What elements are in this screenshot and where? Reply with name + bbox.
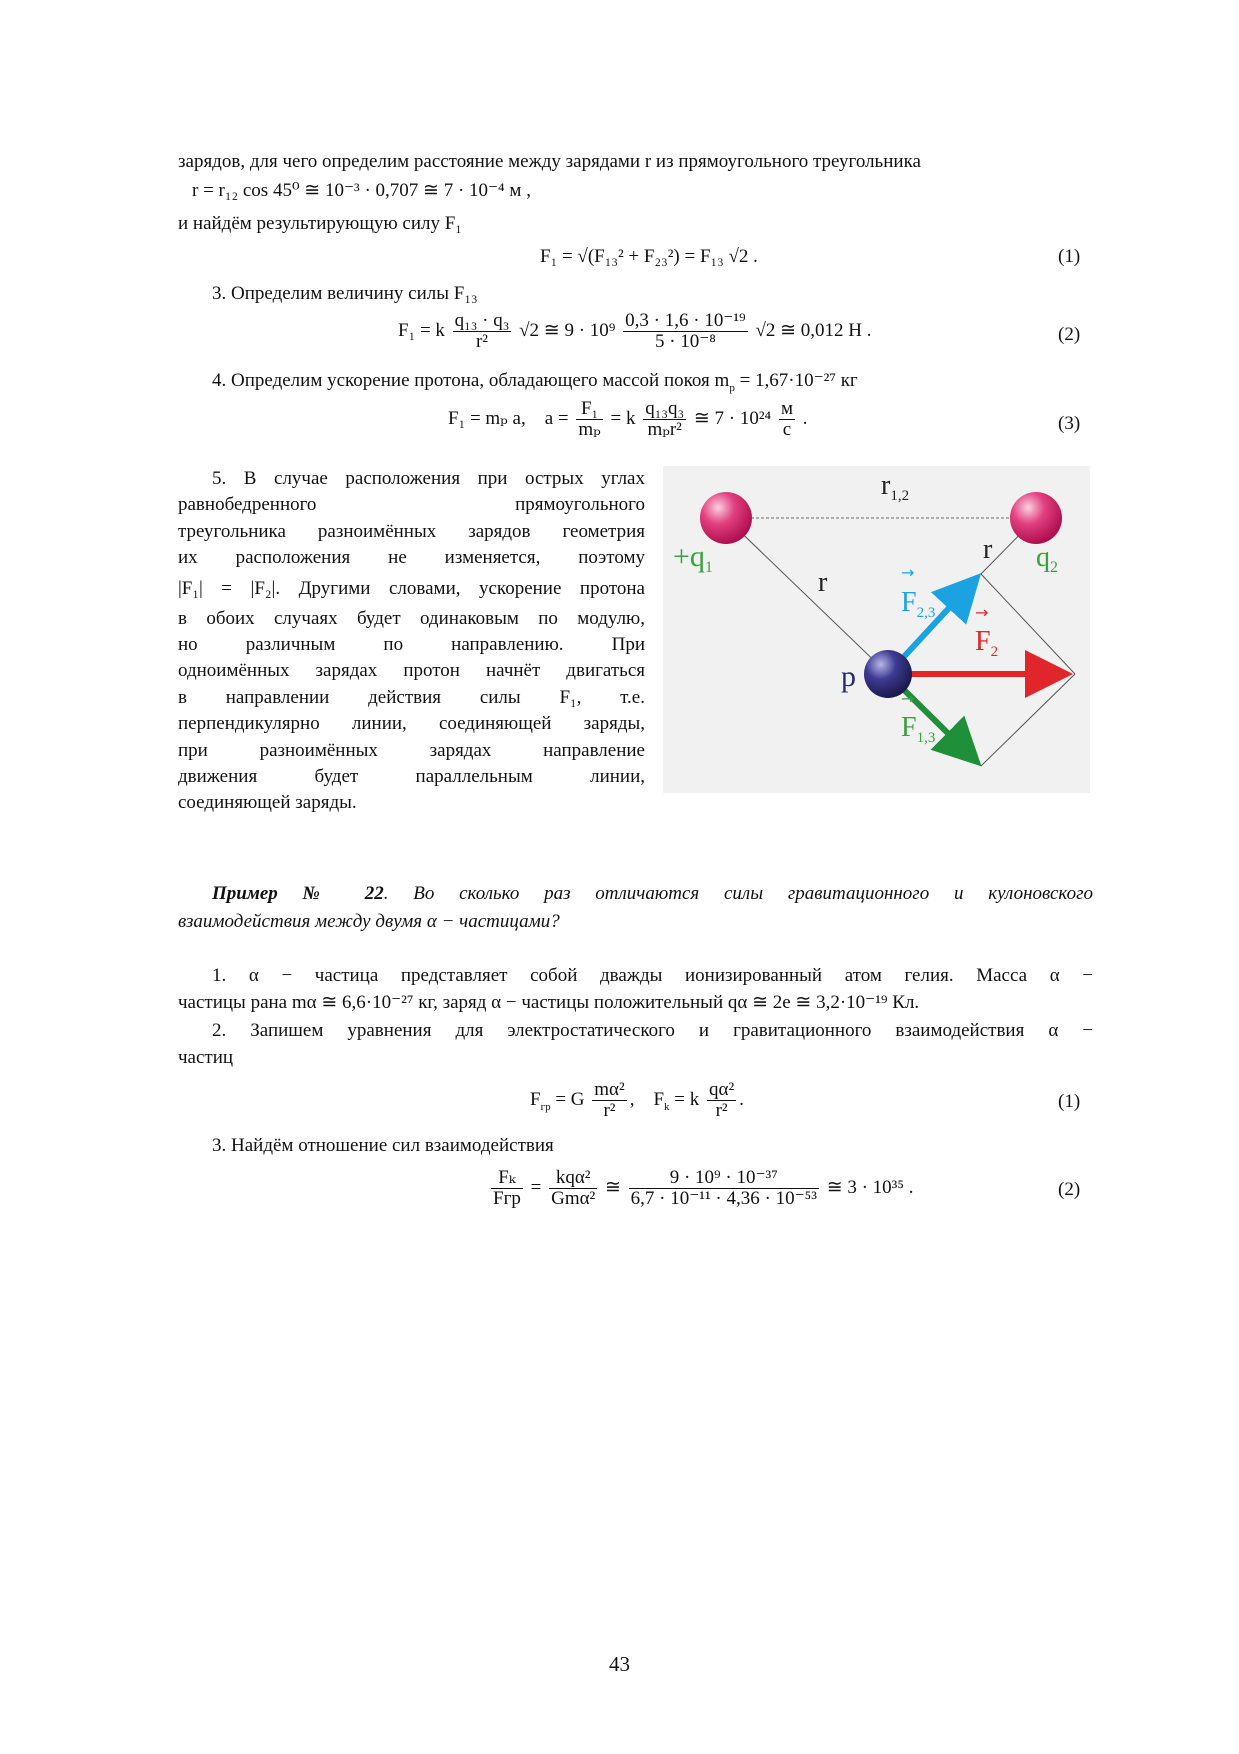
equation-number: (3) [1058,413,1081,434]
equation-number: (2) [1058,324,1081,345]
paragraph-line: в направлении действия силы F₁, т.е. [178,686,645,708]
eq-part: F [530,1089,541,1110]
example-line [178,880,1093,908]
fraction [491,1168,523,1209]
eq-part: ≅ 3 · 10³⁵ . [826,1177,914,1198]
vector-arrow-icon: → [901,689,915,708]
denominator: mₚr² [647,419,682,441]
vector-arrow-icon: → [975,603,989,622]
label-r-right: r [983,534,993,565]
paragraph-line: движения будет параллельным линии, [178,765,645,787]
fraction [549,1168,597,1209]
paragraph-line: но различным по направлению. При [178,633,645,655]
numerator: F₁ [576,399,602,420]
numerator: Fₖ [491,1168,523,1189]
denominator: r² [475,331,489,353]
paragraph-line: частиц [178,1047,234,1068]
denominator: mₚ [578,419,601,441]
label-r-left: r [818,567,828,598]
parallelogram-line [981,674,1075,766]
ex-step-1 [178,962,1093,1016]
text: = 1,67·10⁻²⁷ кг [734,370,858,391]
paragraph-line: при разноимённых зарядах направление [178,739,645,761]
equation-ex-1: $F_{гр} = G$ $\frac{\text{mα²}}{\text{r²}}$ , $F_k = k$ $\frac{\text{qα²}}{\text{r²}}$ . [530,1079,744,1122]
paragraph-line: 5. В случае расположения при острых углах [212,468,645,489]
fraction [623,311,748,352]
denominator: Fгр [493,1188,521,1210]
numerator: q₁₃ · q₃ [454,310,510,332]
equation-r: r = r₁₂ cos 45⁰ ≅ 10⁻³ · 0,707 ≅ 7 · 10⁻⁴ м , [192,180,531,201]
example-22 [178,880,1093,936]
equation-number: (1) [1058,1091,1081,1112]
vector-arrow-icon: → [901,563,915,582]
label-f13: $F_{1,3}$ [901,712,936,746]
eq-part: = k [674,1089,700,1110]
numerator: 9 · 10⁹ · 10⁻³⁷ [629,1168,819,1189]
equation-number: (1) [1058,246,1081,267]
paragraph-line: |F₁| = |F₂|. Другими словами, ускорение протона [178,577,645,599]
paragraph-line: соединяющей заряды. [178,792,357,814]
page-number: 43 [609,1652,630,1676]
numerator: qα² [709,1079,735,1101]
eq-part: ≅ 7 · 10²⁴ [693,408,772,429]
equation-ex-2: $\frac{\text{Fₖ}}{\text{Fгр}}$ = $\frac{\text{kqα²}}{\text{Gmα²}}$ ≅ $\frac{\text{9 · 10⁹ · 10⁻³⁷}}{\text{6,7 · 10⁻¹¹ · 4,36 · 10⁻⁵³}}$ ≅ 3 · 10³⁵ . [493,1167,914,1210]
paragraph-line: 1. α − частица представляет собой дважды ионизированный атом гелия. Масса α − [212,965,1093,986]
eq-part: = k [610,408,636,429]
eq-part: a = [544,408,569,429]
fraction [576,399,602,440]
eq-part: F₁ = k [398,320,445,341]
eq-part: √2 ≅ 0,012 Н . [755,320,872,341]
label-f2: $F_2$ [975,626,999,660]
numerator: 0,3 · 1,6 · 10⁻¹⁹ [625,310,746,332]
text-line: и найдём результирующую силу F₁ [178,213,462,234]
example-line: взаимодействия между двумя α − частицами? [178,911,560,932]
eq-part: F₁ = mₚ a, [448,408,526,429]
text: 4. Определим ускорение протона, обладающего массой покоя m [212,370,730,391]
eq-part: = G [555,1089,585,1110]
force-diagram [663,466,1090,793]
numerator: q₁₃q₃ [645,398,685,420]
denominator: 6,7 · 10⁻¹¹ · 4,36 · 10⁻⁵³ [630,1188,817,1210]
subscript: k [664,1100,670,1113]
label-f23: $F_{2,3}$ [901,587,936,621]
denominator: r² [603,1100,616,1122]
label-p: p [841,660,856,693]
label-q1: $+q_1$ [673,540,713,576]
paragraph-line: перпендикулярно линии, соединяющей заряды, [178,713,645,735]
text-line: зарядов, для чего определим расстояние между зарядами r из прямоугольного треугольника [178,151,921,172]
numerator: mα² [594,1079,625,1101]
eq-part: √2 ≅ 9 · 10⁹ [519,320,616,341]
paragraph-line: в обоих случаях будет одинаковым по модулю, [178,607,645,629]
denominator: Gmα² [551,1188,596,1210]
physics-figure [663,466,1090,793]
denominator: r² [715,1100,728,1122]
numerator: kqα² [549,1168,597,1189]
step-4-text [212,369,858,400]
equation-number: (2) [1058,1179,1081,1200]
subscript: p [729,381,735,394]
paragraph-line: их расположения не изменяется, поэтому [178,547,645,569]
charge-q2 [1010,492,1062,544]
denominator: 5 · 10⁻⁸ [654,331,716,353]
fraction [643,399,686,440]
numerator: м [780,398,793,420]
paragraph-line: частицы рана mα ≅ 6,6·10⁻²⁷ кг, заряд α − частицы положительный qα ≅ 2e ≅ 3,2·10⁻¹⁹ Кл. [178,992,920,1013]
r-line-left [726,518,888,674]
paragraph-line: 2. Запишем уравнения для электростатического и гравитационного взаимодействия α − [212,1020,1093,1041]
step-3-text: 3. Определим величину силы F₁₃ [212,283,478,304]
charge-q1 [700,492,752,544]
denominator: с [782,419,792,441]
label-r12: $r_{1,2}$ [881,470,910,504]
paragraph-line: одноимённых зарядах протон начнёт двигаться [178,660,645,682]
eq-part: F [653,1089,665,1110]
example-title: Пример № 22 [212,883,384,904]
fraction [592,1080,626,1121]
fraction [707,1080,736,1121]
fraction [779,399,795,440]
label-q2: $q_2$ [1036,542,1058,576]
ex-step-3-text: 3. Найдём отношение сил взаимодействия [212,1135,554,1156]
paragraph-line: треугольника разноимённых зарядов геометрия [178,520,645,542]
equation-1: F₁ = √(F₁₃² + F₂₃²) = F₁₃ √2 . [540,246,758,267]
ex-step-2 [178,1017,1093,1071]
eq-part: . [802,408,808,429]
example-text: . Во сколько раз отличаются силы гравитационного и кулоновского [383,883,1093,904]
fraction [453,311,512,352]
step-5-paragraph [178,466,645,817]
fraction [629,1168,819,1209]
equation-2 [398,311,872,352]
subscript: гр [540,1100,551,1113]
paragraph-line: равнобедренного прямоугольного [178,494,645,516]
equation-3 [448,399,807,440]
eq-part: ≅ [605,1177,621,1198]
